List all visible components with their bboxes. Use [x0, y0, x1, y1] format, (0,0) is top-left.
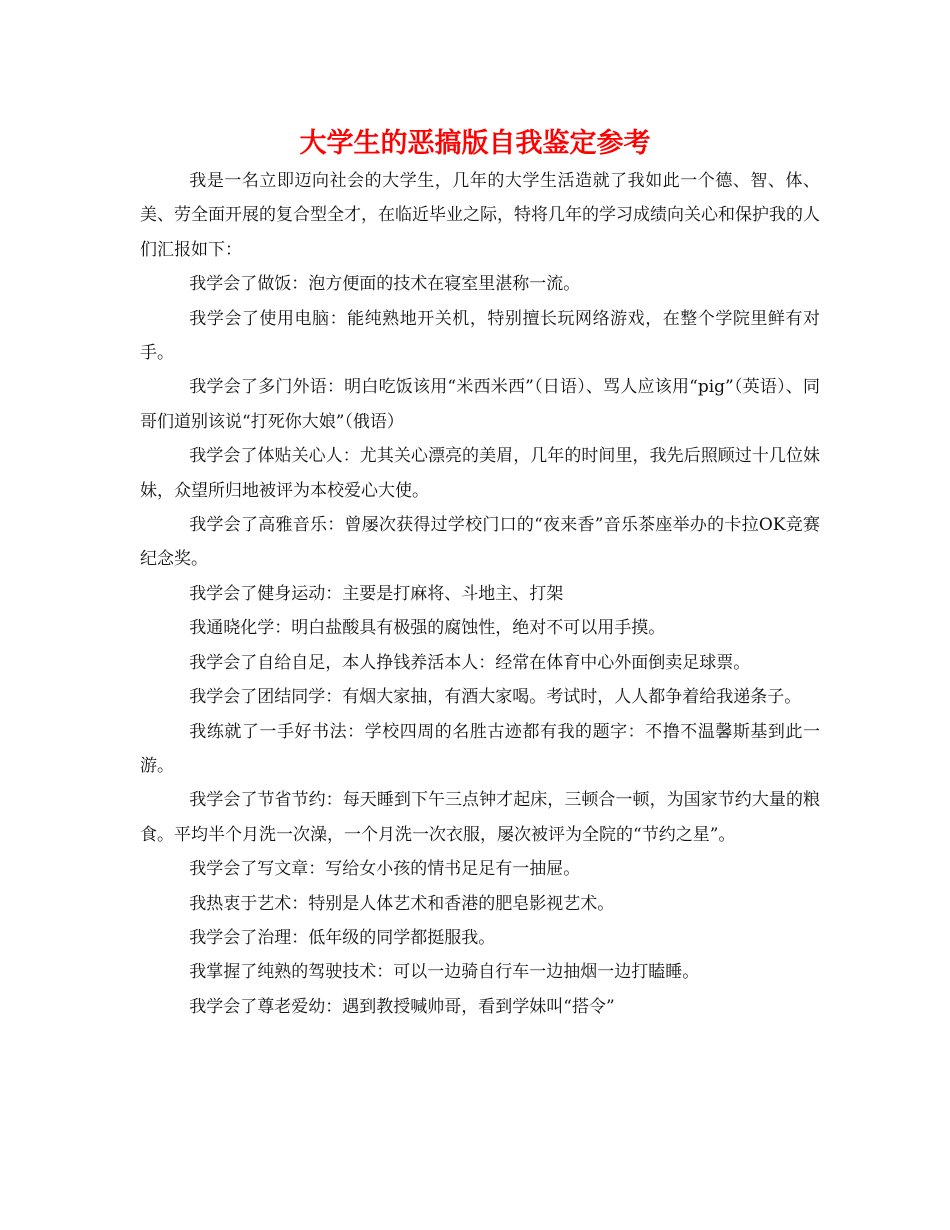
paragraph-thrift: 我学会了节省节约：每天睡到下午三点钟才起床，三顿合一顿，为国家节约大量的粮食。平均半个月洗一次澡，一个月洗一次衣服，屡次被评为全院的“节约之星”。: [140, 790, 820, 845]
paragraph-classmates: 我学会了团结同学：有烟大家抽，有酒大家喝。考试时，人人都争着给我递条子。: [189, 687, 802, 708]
paragraph-languages: 我学会了多门外语：明白吃饭该用“米西米西”（日语）、骂人应该用“pig”（英语）、同哥们道别该说“打死你大娘”（俄语）: [140, 377, 820, 432]
document-title: 大学生的恶搞版自我鉴定参考: [299, 128, 651, 159]
paragraph-chemistry: 我通晓化学：明白盐酸具有极强的腐蚀性，绝对不可以用手摸。: [189, 618, 666, 639]
document-body: [140, 164, 820, 1024]
paragraph-management: 我学会了治理：低年级的同学都挺服我。: [189, 927, 496, 948]
paragraph-self-support: 我学会了自给自足，本人挣钱养活本人：经常在体育中心外面倒卖足球票。: [189, 652, 751, 673]
paragraph-music: 我学会了高雅音乐：曾屡次获得过学校门口的“夜来香”音乐茶座举办的卡拉OK竞赛纪念奖。: [140, 515, 820, 570]
paragraph-computer: 我学会了使用电脑：能纯熟地开关机，特别擅长玩网络游戏，在整个学院里鲜有对手。: [140, 308, 820, 364]
paragraph-calligraphy: 我练就了一手好书法：学校四周的名胜古迹都有我的题字：不撸不温馨斯基到此一游。: [140, 721, 820, 776]
paragraph-art: 我热衷于艺术：特别是人体艺术和香港的肥皂影视艺术。: [189, 893, 615, 914]
paragraph-caring: 我学会了体贴关心人：尤其关心漂亮的美眉，几年的时间里，我先后照顾过十几位妹妹，众望所归地被评为本校爱心大使。: [140, 446, 820, 501]
paragraph-respect: 我学会了尊老爱幼：遇到教授喊帅哥，看到学妹叫“搭令”: [189, 996, 615, 1017]
paragraph-intro: 我是一名立即迈向社会的大学生，几年的大学生活造就了我如此一个德、智、体、美、劳全面开展的复合型全才，在临近毕业之际，特将几年的学习成绩向关心和保护我的人们汇报如下：: [140, 171, 820, 260]
paragraph-sports: 我学会了健身运动：主要是打麻将、斗地主、打架: [189, 583, 564, 604]
paragraph-cooking: 我学会了做饭：泡方便面的技术在寝室里湛称一流。: [189, 274, 581, 295]
paragraph-driving: 我掌握了纯熟的驾驶技术：可以一边骑自行车一边抽烟一边打瞌睡。: [189, 962, 700, 983]
paragraph-writing: 我学会了写文章：写给女小孩的情书足足有一抽屉。: [189, 859, 581, 880]
